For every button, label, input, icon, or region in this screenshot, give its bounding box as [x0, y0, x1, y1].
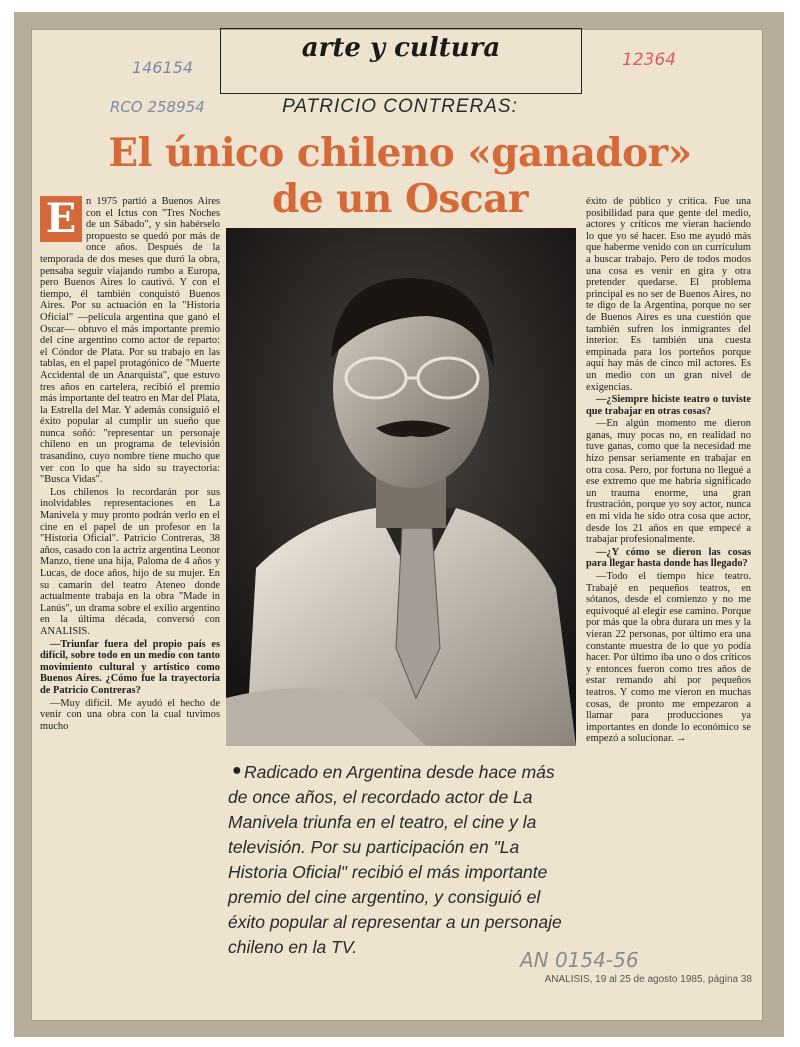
headline-line-1: El único chileno «ganador» [108, 130, 692, 176]
right-answer-1: —En algún momento me dieron ganas, muy pocas no, en realidad no tuve ganas, como que la necesidad me hizo pensar seriamente en trabajar en otra cosa. Pero, por fortuna no llegué a ese extremo que me habría significado un trauma enorme, una gran frustración, porque yo soy actor, nunca en mi vida he sido otra cosa que actor, desde los 21 años en que empecé a trabajar profesionalmente. [586, 418, 751, 546]
drop-cap: E [40, 196, 82, 242]
portrait-photo [226, 228, 576, 746]
left-column [40, 196, 220, 978]
photo-caption [228, 760, 568, 960]
archive-number-1: 146154 [132, 58, 194, 77]
bottom-handwritten-number: AN 0154-56 [520, 948, 639, 972]
section-header-box [220, 28, 582, 94]
left-paragraph-2: Los chilenos lo recordarán por sus inolvidables representaciones en La Manivela y muy pronto podrán verlo en el cine en el papel de un profesor en la "Historia Oficial". Patricio Contreras, 38 años, casado con la actriz argentina Leonor Manzo, tiene una hija, Paloma de 4 años y Lucas, de doce años, hijo de su mujer. En su camarín del teatro Ateneo donde actualmente trabaja en la obra "Made in Lanús", un drama sobre el exilio argentino en la última década, conversó con ANALISIS. [40, 486, 220, 637]
right-answer-2: —Todo el tiempo hice teatro. Trabajé en pequeños teatros, en sótanos, desde el comienzo y no me equivoqué al elegir ese camino. Porque por más que la obra durara un mes y la vieran 22 personas, por último era una constante muestra de lo que yo podía hacer. Por último iba uno o dos críticos y entonces fueron como tres años de estar remando ahí por pequeños teatros. Y como me vieron en muchas cosas, de pronto me empezaron a llamar para producciones ya importantes en donde lo económico se empezó a solucionar. → [586, 571, 751, 745]
drop-cap-spacer [40, 196, 86, 246]
section-label: arte y cultura [301, 33, 501, 63]
red-annotation-number: 12364 [622, 50, 677, 70]
caption-bullet-icon: ● [232, 762, 242, 779]
caption-text: Radicado en Argentina desde hace más de once años, el recordado actor de La Manivela triunfa en el teatro, el cine y la televisión. Por su participación en "La Historia Oficial" recibió el más importante premio del cine argentino, y consiguió el éxito popular al representar a un personaje chileno en la TV. [228, 762, 562, 957]
archive-number-2: RCO 258954 [110, 98, 205, 116]
right-question-1: —¿Siempre hiciste teatro o tuviste que trabajar en otras cosas? [586, 394, 751, 417]
kicker: PATRICIO CONTRERAS: [282, 96, 518, 117]
left-question-1: —Triunfar fuera del propio país es difícil, sobre todo en un medio con tanto movimiento cultural y artístico como Buenos Aires. ¿Cómo fue la trayectoria de Patricio Contreras? [40, 638, 220, 696]
left-answer-1: —Muy difícil. Me ayudó el hecho de venir con una obra con la cual tuvimos mucho [40, 697, 220, 732]
left-paragraph-1: n 1975 partió a Buenos Aires con el Ictus con "Tres Noches de un Sábado", y sin habérselo propuesto se quedó por más de once años. Después de la temporada de dos meses que duró la obra, pensaba seguir viajando rumbo a Europa, pero Buenos Aires lo cautivó. Y con el tiempo, él también conquistó Buenos Aires. Por su actuación en la "Historia Oficial" —película argentina que ganó el Oscar— obtuvo el más importante premio del cine argentino como actor de reparto: el Cóndor de Plata. Por su trabajo en las tablas, en el papel protagónico de "Muerte Accidental de un Anarquista", que estuvo tres años en cartelera, recibió el premio más importante del teatro en Mar del Plata, la Estrella del Mar. Y además consiguió el éxito popular al cumplir un sueño que nunca soñó: "representar un personaje chileno en un programa de televisión trasandino, cuyo nombre tiene mucho que ver con lo que ha sido su trayectoria: "Busca Vidas". [40, 196, 220, 486]
headline-line-2: de un Oscar [272, 176, 528, 222]
right-question-2: —¿Y cómo se dieron las cosas para llegar hasta donde has llegado? [586, 546, 751, 570]
page-footer: ANALISIS, 19 al 25 de agosto 1985, página 38 [544, 974, 752, 985]
right-paragraph-1: éxito de público y crítica. Fue una posibilidad para que gente del medio, actores y críticos me vieran haciendo lo que yo sé hacer. Eso me ayudó más que haberme venido con un currículum a buscar trabajo. Pero de todos modos una cosa es venir en gira y otra pretender quedarse. El problema principal es no ser de Buenos Aires, no te digo de la Argentina, porque no ser de Buenos Aires es una cuestión que también sufren los inmigrantes del interior. Es también una cuesta empinada para los porteños porque aquí hay más de cinco mil actores. Es un medio con un gran nivel de exigencias. [586, 196, 751, 393]
right-column [586, 196, 751, 978]
